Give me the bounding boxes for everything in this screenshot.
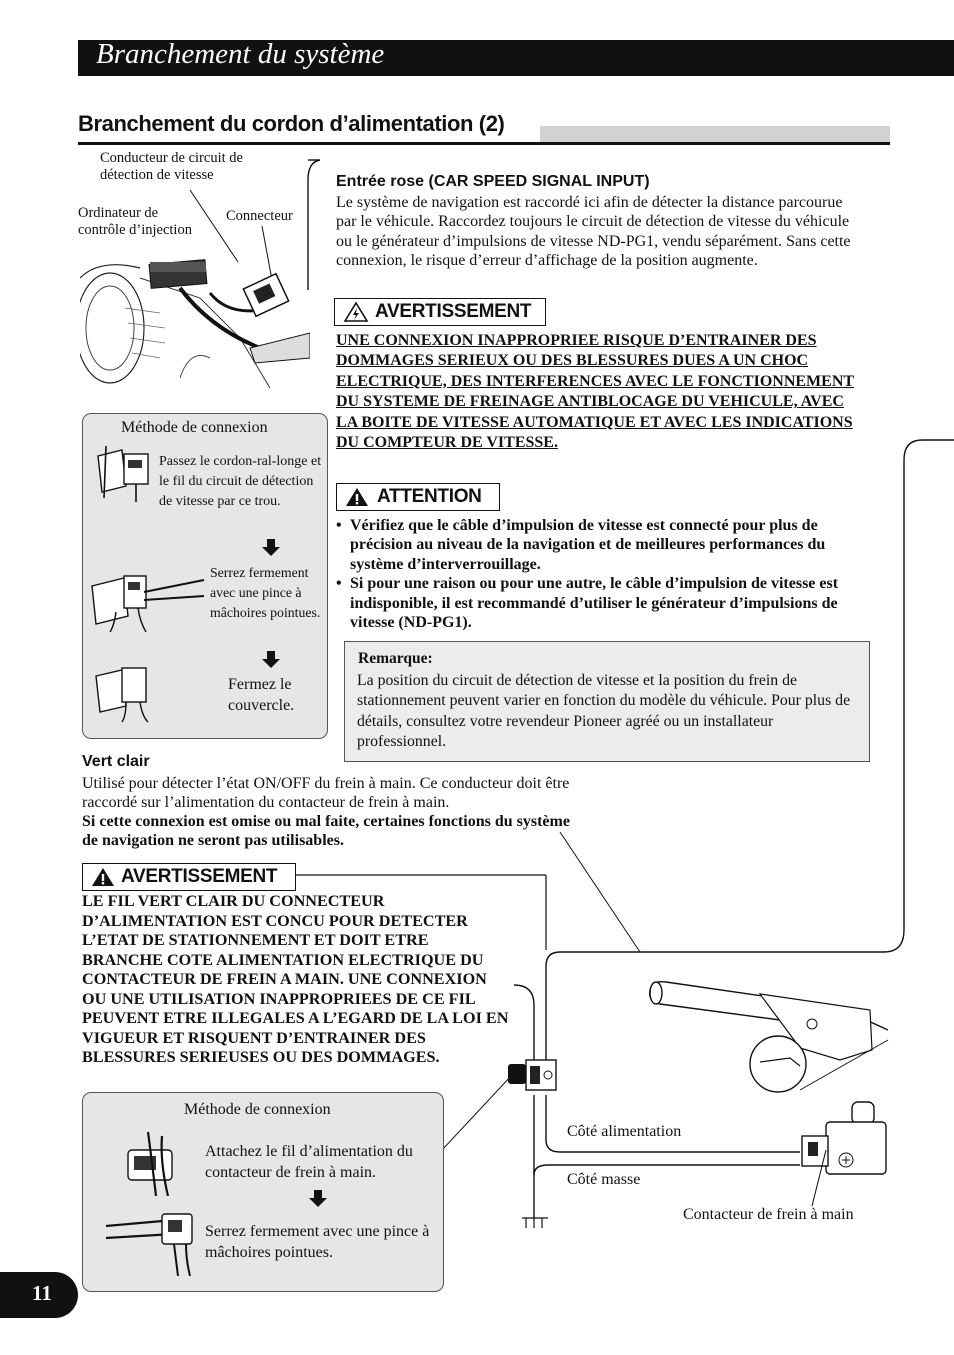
- section-title: Branchement du cordon d’alimentation (2): [78, 111, 505, 136]
- ground-side-label: Côté masse: [567, 1171, 641, 1188]
- handbrake-switch-label: Contacteur de frein à main: [683, 1206, 854, 1223]
- light-green-body: Utilisé pour détecter l’état ON/OFF du frein à main. Ce conducteur doit être raccordé sur l’alimentation du contacteur de frein à main.: [82, 775, 570, 812]
- method-2-step-2: Serrez fermement avec une pince à mâchoires pointues.: [205, 1223, 430, 1261]
- method-2-step-1: Attachez le fil d’alimentation du contacteur de frein à main.: [205, 1143, 413, 1181]
- method-1-title: Méthode de connexion: [121, 419, 268, 436]
- attention-label: ATTENTION: [377, 486, 482, 507]
- warning-text-1: UNE CONNEXION INAPPROPRIEE RISQUE D’ENTRAINER DES DOMMAGES SERIEUX OU DES BLESSURES DUES A UN CHOC ELECTRIQUE, DES INTERFERENCES AVEC LE FONCTIONNEMENT DU SYSTEME DE FREINAGE ANTIBLOCAGE DU VEHICULE, AVEC LA BOITE DE VITESSE AUTOMATIQUE ET AVEC LES INDICATIONS DU COMPTEUR DE VITESSE.: [336, 332, 855, 452]
- light-green-bold-note: Si cette connexion est omise ou mal faite, certaines fonctions du système de navigation ne seront pas utilisables.: [82, 813, 570, 850]
- label-injection-computer: Ordinateur de contrôle d’injection: [78, 205, 192, 238]
- pink-input-body: Le système de navigation est raccordé ici afin de détecter la distance parcourue par le véhicule. Raccordez toujours le circuit de détection de vitesse du véhicule ou le générateur d’impulsions de vitesse ND-PG1, vendu séparément. Sans cette connexion, le risque d’erreur d’affichage de la position augmente.: [336, 194, 851, 270]
- label-connector: Connecteur: [226, 208, 293, 224]
- page-number: 11: [32, 1281, 52, 1305]
- label-speed-conductor: Conducteur de circuit de détection de vitesse: [100, 150, 243, 183]
- pink-input-heading: Entrée rose (CAR SPEED SIGNAL INPUT): [336, 173, 650, 190]
- method-2-title: Méthode de connexion: [184, 1101, 331, 1118]
- warning-label-2: AVERTISSEMENT: [121, 866, 278, 887]
- warning-label-1: AVERTISSEMENT: [375, 301, 532, 322]
- method-1-step-2: Serrez fermement avec une pince à mâchoires pointues.: [210, 565, 321, 620]
- power-side-label: Côté alimentation: [567, 1123, 682, 1140]
- method-1-step-3: Fermez le couvercle.: [228, 676, 295, 714]
- warning-text-2: LE FIL VERT CLAIR DU CONNECTEUR D’ALIMENTATION EST CONCU POUR DETECTER L’ETAT DE STATIONNEMENT ET DOIT ETRE BRANCHE COTE ALIMENTATION ELECTRIQUE DU CONTACTEUR DE FREIN A MAIN. UNE CONNEXION OU UNE UTILISATION INAPPROPRIEES DE CE FIL PEUVENT ETRE ILLEGALES A L’EGARD DE LA LOI EN VIGUEUR ET RISQUENT D’ENTRAINER DES BLESSURES SERIEUSES OU DES DOMMAGES.: [82, 892, 509, 1066]
- attention-bullet: • Si pour une raison ou pour une autre, le câble d’impulsion de vitesse est indisponible, il est recommandé d’utiliser le générateur d’impulsions de vitesse (ND-PG1).: [336, 574, 866, 632]
- remark-text: La position du circuit de détection de vitesse et la position du frein de stationnement peuvent varier en fonction du modèle du véhicule. Pour plus de détails, consultez votre revendeur Pioneer agréé ou un installateur professionnel.: [357, 672, 851, 751]
- method-1-step-1: Passez le cordon-ral-longe et le fil du circuit de détection de vitesse par ce trou.: [159, 454, 322, 509]
- remark-title: Remarque:: [358, 650, 433, 667]
- page-header-title: Branchement du système: [96, 38, 385, 70]
- light-green-heading: Vert clair: [82, 753, 150, 770]
- attention-bullet: • Vérifiez que le câble d’impulsion de vitesse est connecté pour plus de précision au niveau de la navigation et de meilleures performances du système d’interverrouillage.: [336, 516, 866, 574]
